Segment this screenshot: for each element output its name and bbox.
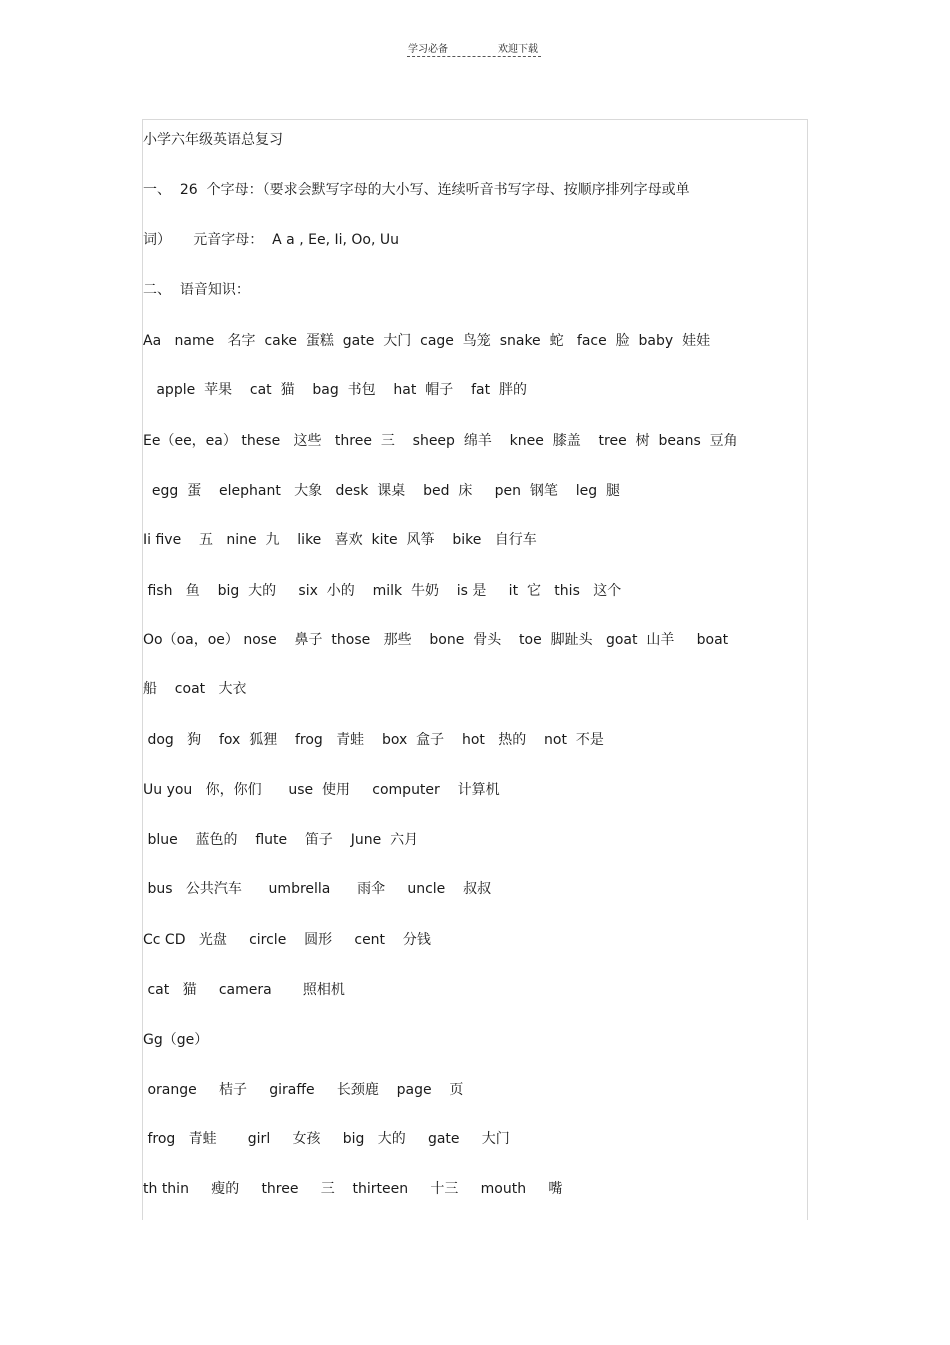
header-right-text: 欢迎下载 — [498, 44, 538, 55]
text-line: blue 蓝色的 flute 笛子 June 六月 — [143, 832, 419, 848]
header-left-text: 学习必备 — [408, 44, 448, 55]
document-title: 小学六年级英语总复习 — [143, 132, 283, 148]
text-line: 船 coat 大衣 — [143, 681, 247, 697]
section-one-heading: 一、 26 个字母：（要求会默写字母的大小写、连续听音书写字母、按顺序排列字母或单 — [143, 182, 690, 198]
section-two-heading: 二、 语音知识： — [143, 282, 250, 298]
text-line: fish 鱼 big 大的 six 小的 milk 牛奶 is 是 it 它 this 这个 — [143, 583, 622, 599]
text-line: Ii five 五 nine 九 like 喜欢 kite 风筝 bike 自行车 — [143, 532, 537, 548]
vowel-letters-line: 词） 元音字母： A a , Ee, Ii, Oo, Uu — [143, 232, 399, 248]
text-line: frog 青蛙 girl 女孩 big 大的 gate 大门 — [143, 1131, 510, 1147]
text-line: bus 公共汽车 umbrella 雨伞 uncle 叔叔 — [143, 881, 492, 897]
text-line: egg 蛋 elephant 大象 desk 课桌 bed 床 pen 钢笔 leg 腿 — [143, 483, 621, 499]
text-line: Uu you 你，你们 use 使用 computer 计算机 — [143, 782, 500, 798]
text-line: apple 苹果 cat 猫 bag 书包 hat 帽子 fat 胖的 — [143, 382, 527, 398]
text-line: Aa name 名字 cake 蛋糕 gate 大门 cage 鸟笼 snake 蛇 face 脸 baby 娃娃 — [143, 333, 711, 349]
text-line: Ee（ee，ea） these 这些 three 三 sheep 绵羊 knee 膝盖 tree 树 beans 豆角 — [143, 433, 738, 449]
page-header — [407, 38, 541, 57]
text-line: Gg（ge） — [143, 1032, 209, 1048]
text-line: Cc CD 光盘 circle 圆形 cent 分钱 — [143, 932, 431, 948]
text-line: th thin 瘦的 three 三 thirteen 十三 mouth 嘴 — [143, 1181, 563, 1197]
text-line: dog 狗 fox 狐狸 frog 青蛙 box 盒子 hot 热的 not 不是 — [143, 732, 604, 748]
text-line: cat 猫 camera 照相机 — [143, 982, 345, 998]
text-line: Oo（oa，oe） nose 鼻子 those 那些 bone 骨头 toe 脚趾头 goat 山羊 boat — [143, 632, 729, 648]
text-line: orange 桔子 giraffe 长颈鹿 page 页 — [143, 1082, 464, 1098]
